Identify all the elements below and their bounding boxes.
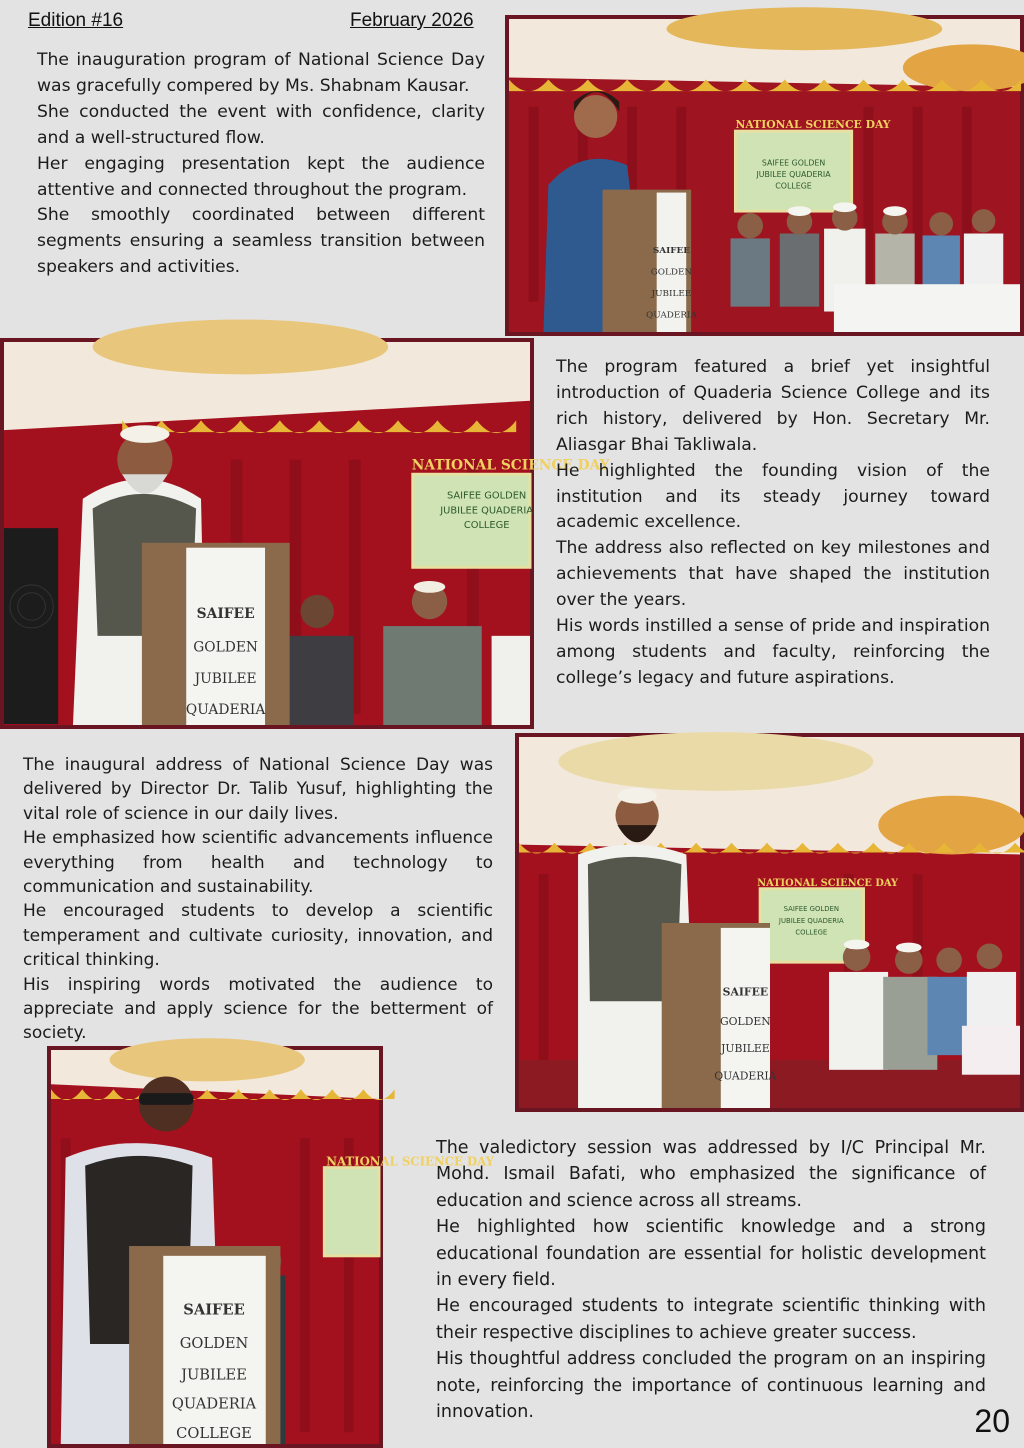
- paragraph: His thoughtful address concluded the program on an inspiring note, reinforcing the importance of continuous learning and innovation.: [436, 1349, 986, 1423]
- podium-text: QUADERIA: [185, 702, 266, 719]
- paragraph: He encouraged students to develop a scientific temperament and cultivate curiosity, innovation, and critical thinking.: [23, 901, 493, 971]
- podium-text: GOLDEN: [650, 267, 693, 278]
- banner-line: COLLEGE: [775, 181, 812, 191]
- podium-text: JUBILEE: [721, 1042, 770, 1056]
- podium-text: GOLDEN: [720, 1014, 771, 1028]
- issue-date: February 2026: [350, 10, 474, 31]
- photo-compere: [505, 15, 1024, 336]
- photo-director-scene: [519, 737, 1020, 1108]
- podium-text: SAIFEE: [183, 1301, 245, 1319]
- banner-line: COLLEGE: [463, 520, 510, 532]
- podium-text: QUADERIA: [714, 1069, 777, 1083]
- article-secretary: [556, 355, 990, 692]
- banner-line: JUBILEE QUADERIA: [440, 505, 534, 517]
- paragraph: She conducted the event with confidence, clarity and a well-structured flow.: [37, 101, 485, 148]
- banner-line: SAIFEE GOLDEN: [761, 158, 826, 168]
- paragraph: He encouraged students to integrate scientific thinking with their respective disciplines to achieve greater success.: [436, 1296, 986, 1343]
- banner-title: NATIONAL SCIENCE DAY: [735, 118, 891, 132]
- podium-text: QUADERIA: [171, 1395, 257, 1413]
- podium-text: GOLDEN: [193, 639, 258, 656]
- banner-title: NATIONAL SCIENCE DAY: [411, 457, 610, 474]
- photo-secretary: [0, 338, 610, 729]
- paragraph: She smoothly coordinated between different segments ensuring a seamless transition between speakers and activities.: [37, 205, 485, 278]
- banner-line: JUBILEE QUADERIA: [778, 917, 844, 925]
- photo-compere-scene: [509, 19, 1020, 332]
- paragraph: He highlighted how scientific knowledge and a strong educational foundation are essential for holistic development in every field.: [436, 1217, 986, 1291]
- banner-line: SAIFEE GOLDEN: [783, 905, 840, 914]
- paragraph: Her engaging presentation kept the audience attentive and connected throughout the program.: [37, 153, 485, 200]
- paragraph: The inaugural address of National Science Day was delivered by Director Dr. Talib Yusuf, highlighting the vital role of science in our daily lives.: [23, 755, 493, 824]
- podium-text: JUBILEE: [651, 288, 692, 299]
- paragraph: The program featured a brief yet insightful introduction of Quaderia Science College and its rich history, delivered by Hon. Secretary Mr. Aliasgar Bhai Takliwala.: [556, 357, 990, 455]
- paragraph: He highlighted the founding vision of the institution and its steady journey toward academic excellence.: [556, 460, 990, 533]
- podium-text: QUADERIA: [646, 310, 697, 321]
- page-number: 20: [974, 1403, 1010, 1439]
- article-director: [23, 753, 493, 1046]
- photo-secretary-scene: [4, 342, 610, 725]
- article-compere: [37, 48, 485, 281]
- banner-line: JUBILEE QUADERIA: [756, 169, 831, 179]
- paragraph: He emphasized how scientific advancements influence everything from health and technology to communication and sustainability.: [23, 828, 493, 898]
- banner-line: COLLEGE: [795, 928, 828, 937]
- photo-principal-scene: [51, 1050, 494, 1444]
- podium-text: SAIFEE: [722, 985, 769, 999]
- paragraph: The valedictory session was addressed by I/C Principal Mr. Mohd. Ismail Bafati, who emphasized the significance of education and science across all streams.: [436, 1138, 986, 1211]
- paragraph: The address also reflected on key milestones and achievements that have shaped the institution over the years.: [556, 538, 990, 611]
- edition-label: Edition #16: [28, 10, 124, 31]
- photo-principal: [47, 1046, 494, 1448]
- podium-text: SAIFEE: [652, 246, 691, 257]
- paragraph: His words instilled a sense of pride and inspiration among students and faculty, reinforcing the college’s legacy and future aspirations.: [556, 616, 990, 688]
- banner-title: NATIONAL SCIENCE DAY: [326, 1154, 494, 1169]
- photo-director: [515, 733, 1024, 1112]
- article-principal: [436, 1135, 986, 1425]
- podium-text: JUBILEE: [181, 1366, 247, 1384]
- paragraph: The inauguration program of National Science Day was gracefully compered by Ms. Shabnam Kausar.: [37, 50, 485, 96]
- podium-text: COLLEGE: [176, 1425, 252, 1443]
- podium-text: SAIFEE: [196, 606, 255, 623]
- banner-title: NATIONAL SCIENCE DAY: [757, 877, 899, 889]
- podium-text: JUBILEE: [194, 670, 257, 687]
- banner-line: SAIFEE GOLDEN: [447, 490, 527, 502]
- paragraph: His inspiring words motivated the audience to appreciate and apply science for the betterment of society.: [23, 974, 493, 1044]
- podium-text: GOLDEN: [179, 1334, 249, 1352]
